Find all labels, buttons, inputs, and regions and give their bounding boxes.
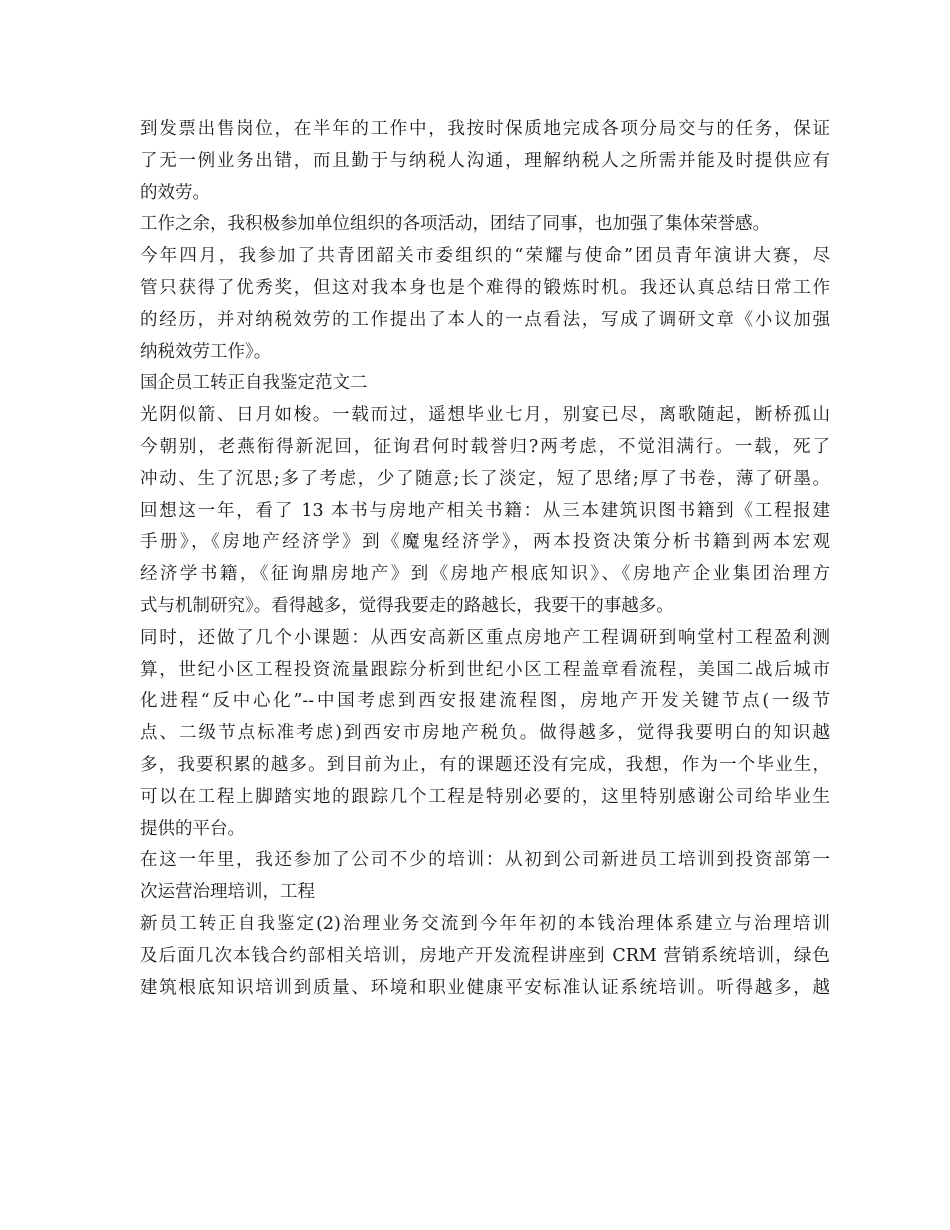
text-line: 回想这一年，看了 13 本书与房地产相关书籍：从三本建筑识图书籍到《工程报建 <box>140 500 830 521</box>
text-line: 手册》，《房地产经济学》到《魔鬼经济学》，两本投资决策分析书籍到两本宏观 <box>140 532 830 553</box>
text-line: 式与机制研究》。看得越多，觉得我要走的路越长，我要干的事越多。 <box>140 595 674 616</box>
text-line: 及后面几次本钱合约部相关培训，房地产开发流程讲座到 CRM 营销系统培训，绿色 <box>140 945 830 966</box>
text-line: 新员工转正自我鉴定(2)治理业务交流到今年年初的本钱治理体系建立与治理培训 <box>140 913 830 934</box>
text-line: 点、二级节点标准考虑)到西安市房地产税负。做得越多，觉得我要明白的知识越 <box>140 723 830 744</box>
text-line: 建筑根底知识培训到质量、环境和职业健康平安标准认证系统培训。听得越多，越 <box>140 977 830 998</box>
text-line: 到发票出售岗位，在半年的工作中，我按时保质地完成各项分局交与的任务，保证 <box>140 119 830 139</box>
text-line: 今朝别，老燕衔得新泥回，征询君何时载誉归?两考虑，不觉泪满行。一载，死了 <box>140 436 830 457</box>
text-line: 的经历，并对纳税效劳的工作提出了本人的一点看法，写成了调研文章《小议加强 <box>140 309 830 330</box>
text-line: 多，我要积累的越多。到目前为止，有的课题还没有完成，我想，作为一个毕业生， <box>140 754 830 775</box>
text-line: 冲动、生了沉思;多了考虑，少了随意;长了淡定，短了思绪;厚了书卷，薄了研墨。 <box>140 468 830 489</box>
document-body <box>140 114 830 1004</box>
text-line: 的效劳。 <box>140 182 210 203</box>
text-line: 了无一例业务出错，而且勤于与纳税人沟通，理解纳税人之所需并能及时提供应有 <box>140 150 830 171</box>
text-line: 经济学书籍，《征询鼎房地产》到《房地产根底知识》、《房地产企业集团治理方 <box>140 564 830 585</box>
text-line: 今年四月，我参加了共青团韶关市委组织的“荣耀与使命”团员青年演讲大赛，尽 <box>140 246 830 267</box>
text-line: 算，世纪小区工程投资流量跟踪分析到世纪小区工程盖章看流程，美国二战后城市 <box>140 659 830 680</box>
text-line: 纳税效劳工作》。 <box>140 341 272 362</box>
section-heading: 国企员工转正自我鉴定范文二 <box>140 373 368 394</box>
text-line: 光阴似箭、日月如梭。一载而过，遥想毕业七月，别宴已尽，离歌随起，断桥孤山 <box>140 405 830 426</box>
text-line: 化进程“反中心化”--中国考虑到西安报建流程图，房地产开发关键节点(一级节 <box>140 691 830 712</box>
text-line: 在这一年里，我还参加了公司不少的培训：从初到公司新进员工培训到投资部第一 <box>140 850 830 871</box>
text-line: 同时，还做了几个小课题：从西安高新区重点房地产工程调研到响堂村工程盈利测 <box>140 627 830 648</box>
text-line: 可以在工程上脚踏实地的跟踪几个工程是特别必要的，这里特别感谢公司给毕业生 <box>140 786 830 807</box>
text-line: 提供的平台。 <box>140 818 245 839</box>
text-line: 次运营治理培训，工程 <box>140 882 315 903</box>
text-line: 管只获得了优秀奖，但这对我本身也是个难得的锻炼时机。我还认真总结日常工作 <box>140 277 830 298</box>
text-line: 工作之余，我积极参加单位组织的各项活动，团结了同事，也加强了集体荣誉感。 <box>140 214 770 235</box>
